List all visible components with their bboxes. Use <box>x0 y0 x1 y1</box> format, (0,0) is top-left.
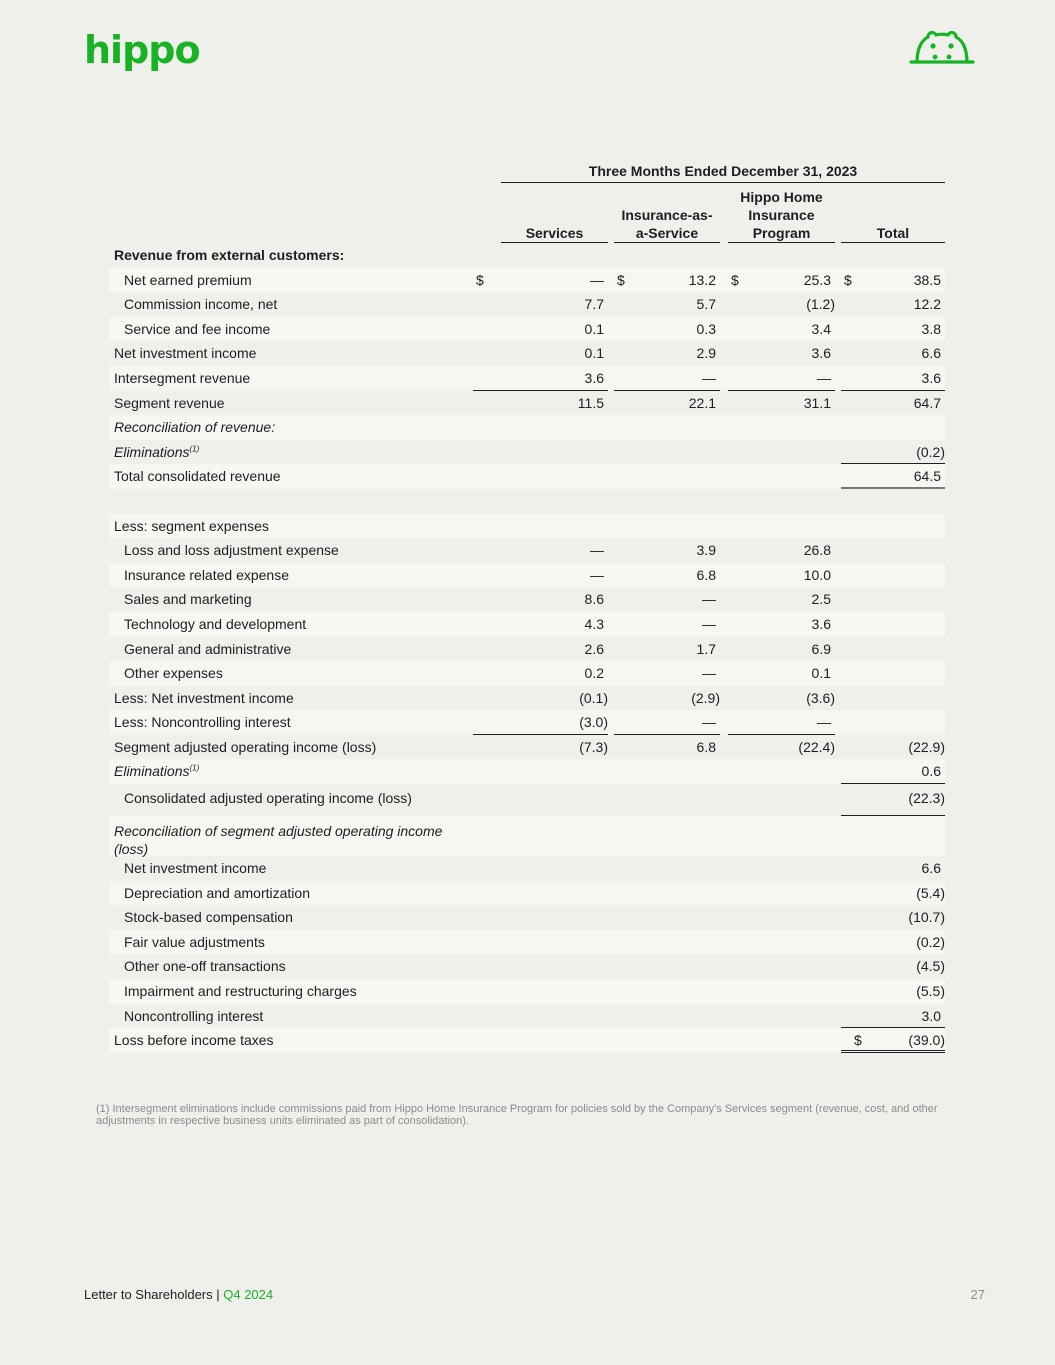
currency-symbol: $ <box>854 1032 862 1049</box>
cell-value: (5.5) <box>916 983 945 1000</box>
row-label: Less: Noncontrolling interest <box>114 714 291 731</box>
table-row <box>109 341 945 366</box>
cell-value: 3.0 <box>921 1007 941 1024</box>
hippo-logo: hippo <box>84 28 200 72</box>
table-cell <box>841 563 945 588</box>
table-cell <box>841 415 945 440</box>
table-cell <box>841 317 945 342</box>
table-cell <box>728 489 835 514</box>
cell-value: 3.4 <box>811 320 831 337</box>
row-label: Net investment income <box>124 860 267 877</box>
table-cell <box>614 587 720 612</box>
table-cell <box>841 856 945 881</box>
table-row <box>109 489 945 514</box>
table-row <box>109 710 945 735</box>
table-cell <box>473 415 608 440</box>
col-header-total: Total <box>841 188 945 243</box>
table-cell <box>473 243 608 268</box>
table-row <box>109 268 945 293</box>
cell-value: — <box>702 369 716 386</box>
cell-value: — <box>702 665 716 682</box>
row-label: Eliminations$^{(1)}$ <box>114 443 200 460</box>
table-row <box>109 1028 945 1053</box>
table-cell <box>841 538 945 563</box>
table-cell <box>473 881 608 906</box>
footnote-marker: (1) <box>189 444 200 454</box>
cell-value: — <box>702 714 716 731</box>
table-cell <box>614 759 720 784</box>
table-cell <box>728 317 835 342</box>
cell-value: 5.7 <box>696 296 716 313</box>
table-cell <box>728 816 835 856</box>
table-cell <box>728 612 835 637</box>
cell-value: 0.3 <box>696 320 716 337</box>
row-label: Insurance related expense <box>124 566 289 583</box>
table-cell <box>614 735 720 760</box>
table-cell <box>841 905 945 930</box>
table-row <box>109 816 945 856</box>
table-cell <box>728 440 835 465</box>
table-cell <box>841 292 945 317</box>
table-cell <box>614 1004 720 1029</box>
table-row <box>109 391 945 416</box>
table-cell <box>841 489 945 514</box>
table-cell <box>473 661 608 686</box>
table-cell <box>728 292 835 317</box>
table-cell <box>614 317 720 342</box>
row-label: Depreciation and amortization <box>124 884 310 901</box>
cell-value: 2.9 <box>696 345 716 362</box>
table-cell <box>614 489 720 514</box>
row-label: Fair value adjustments <box>124 933 265 950</box>
table-cell <box>841 1004 945 1029</box>
table-cell <box>728 341 835 366</box>
table-cell <box>841 440 945 465</box>
table-cell <box>473 816 608 856</box>
table-cell <box>841 710 945 735</box>
table-cell <box>728 366 835 391</box>
table-cell <box>841 391 945 416</box>
table-cell <box>728 514 835 539</box>
table-cell <box>614 243 720 268</box>
table-cell <box>473 735 608 760</box>
row-label: Loss before income taxes <box>114 1032 274 1049</box>
table-cell <box>614 440 720 465</box>
table-cell <box>841 979 945 1004</box>
cell-value: (2.9) <box>691 689 720 706</box>
table-cell <box>728 979 835 1004</box>
table-row <box>109 979 945 1004</box>
table-cell <box>614 514 720 539</box>
table-cell <box>473 292 608 317</box>
table-cell <box>841 930 945 955</box>
table-cell <box>728 637 835 662</box>
cell-value: 13.2 <box>688 271 716 288</box>
cell-value: — <box>702 591 716 608</box>
cell-value: (0.1) <box>579 689 608 706</box>
table-row <box>109 464 945 489</box>
table-cell <box>473 930 608 955</box>
table-cell <box>841 243 945 268</box>
table-cell <box>473 856 608 881</box>
row-label: Technology and development <box>124 615 307 632</box>
cell-value: 25.3 <box>803 271 831 288</box>
table-cell <box>473 1028 608 1053</box>
table-cell <box>473 612 608 637</box>
row-label: Other expenses <box>124 665 223 682</box>
table-cell <box>728 464 835 489</box>
cell-value: 0.1 <box>584 320 604 337</box>
table-row <box>109 243 945 268</box>
table-cell <box>473 759 608 784</box>
table-cell <box>728 686 835 711</box>
cell-value: 6.8 <box>696 738 716 755</box>
row-label: Segment adjusted operating income (loss) <box>114 738 377 755</box>
hippo-face-icon <box>908 28 976 66</box>
cell-value: 6.6 <box>921 860 941 877</box>
table-cell <box>728 391 835 416</box>
row-label: Reconciliation of revenue: <box>114 419 276 436</box>
cell-value: 0.6 <box>921 763 941 780</box>
table-cell <box>614 816 720 856</box>
table-cell <box>841 587 945 612</box>
table-cell <box>728 784 835 816</box>
table-cell <box>614 268 720 293</box>
col-header-hhip: Hippo Home Insurance Program <box>728 188 835 243</box>
cell-value: — <box>590 566 604 583</box>
table-cell <box>728 856 835 881</box>
table-row <box>109 317 945 342</box>
table-cell <box>614 341 720 366</box>
table-cell <box>614 856 720 881</box>
table-cell <box>728 759 835 784</box>
cell-value: (22.9) <box>908 738 945 755</box>
table-row <box>109 366 945 391</box>
table-cell <box>728 243 835 268</box>
cell-value: 26.8 <box>803 542 831 559</box>
cell-value: (0.2) <box>916 933 945 950</box>
table-row <box>109 637 945 662</box>
table-cell <box>614 881 720 906</box>
table-row <box>109 587 945 612</box>
table-cell <box>614 1028 720 1053</box>
table-row <box>109 881 945 906</box>
table-row <box>109 612 945 637</box>
cell-value: 31.1 <box>803 394 831 411</box>
table-row <box>109 440 945 465</box>
table-cell <box>841 612 945 637</box>
footnote-marker: (1) <box>189 763 200 773</box>
row-label: Less: segment expenses <box>114 517 269 534</box>
table-cell <box>614 415 720 440</box>
row-label: Sales and marketing <box>124 591 252 608</box>
table-cell <box>841 637 945 662</box>
footer-doc-title: Letter to Shareholders | Q4 2024 <box>84 1287 274 1302</box>
currency-symbol: $ <box>731 271 739 288</box>
cell-value: 7.7 <box>584 296 604 313</box>
currency-symbol: $ <box>844 271 852 288</box>
table-row <box>109 415 945 440</box>
table-cell <box>473 391 608 416</box>
cell-value: (22.4) <box>798 738 835 755</box>
currency-symbol: $ <box>617 271 625 288</box>
table-cell <box>841 464 945 489</box>
cell-value: (22.3) <box>908 790 945 807</box>
table-cell <box>728 905 835 930</box>
table-cell <box>614 686 720 711</box>
row-label: Loss and loss adjustment expense <box>124 542 339 559</box>
table-row <box>109 784 945 816</box>
cell-value: (39.0) <box>908 1032 945 1049</box>
cell-value: 12.2 <box>913 296 941 313</box>
row-label: Less: Net investment income <box>114 689 294 706</box>
cell-value: 8.6 <box>584 591 604 608</box>
table-cell <box>473 905 608 930</box>
table-cell <box>841 341 945 366</box>
row-label: Segment revenue <box>114 394 225 411</box>
table-cell <box>614 464 720 489</box>
table-row <box>109 759 945 784</box>
cell-value: 3.6 <box>811 345 831 362</box>
table-cell <box>614 954 720 979</box>
table-cell <box>728 954 835 979</box>
table-cell <box>841 1028 945 1053</box>
page-number: 27 <box>970 1287 985 1302</box>
cell-value: (10.7) <box>908 909 945 926</box>
table-cell <box>841 686 945 711</box>
table-cell <box>841 816 945 856</box>
row-label: Total consolidated revenue <box>114 468 281 485</box>
table-cell <box>473 464 608 489</box>
table-cell <box>614 563 720 588</box>
row-label: Service and fee income <box>124 320 271 337</box>
cell-value: 3.8 <box>921 320 941 337</box>
cell-value: 3.9 <box>696 542 716 559</box>
row-label: Revenue from external customers: <box>114 247 345 263</box>
table-row <box>109 292 945 317</box>
table-cell <box>614 292 720 317</box>
table-row <box>109 856 945 881</box>
table-row <box>109 538 945 563</box>
table-cell <box>728 1028 835 1053</box>
table-row <box>109 686 945 711</box>
cell-value: (4.5) <box>916 958 945 975</box>
table-cell <box>614 710 720 735</box>
table-cell <box>841 661 945 686</box>
table-cell <box>614 784 720 816</box>
table-cell <box>473 587 608 612</box>
cell-value: 3.6 <box>921 369 941 386</box>
table-cell <box>614 538 720 563</box>
table-row <box>109 1004 945 1029</box>
row-label: Net earned premium <box>124 271 252 288</box>
col-header-iaas: Insurance-as- a-Service <box>614 188 720 243</box>
table-cell <box>614 637 720 662</box>
table-cell <box>728 881 835 906</box>
table-cell <box>728 415 835 440</box>
cell-value: 10.0 <box>803 566 831 583</box>
table-row <box>109 735 945 760</box>
cell-value: 64.5 <box>913 468 941 485</box>
table-cell <box>473 317 608 342</box>
cell-value: 3.6 <box>584 369 604 386</box>
row-label: Other one-off transactions <box>124 958 286 975</box>
cell-value: 6.6 <box>921 345 941 362</box>
cell-value: — <box>590 542 604 559</box>
row-label: Stock-based compensation <box>124 909 293 926</box>
table-cell <box>728 538 835 563</box>
table-cell <box>473 563 608 588</box>
cell-value: 38.5 <box>913 271 941 288</box>
table-cell <box>473 686 608 711</box>
cell-value: (0.2) <box>916 443 945 460</box>
table-cell <box>473 1004 608 1029</box>
table-cell <box>473 341 608 366</box>
cell-value: — <box>590 271 604 288</box>
table-row <box>109 954 945 979</box>
table-cell <box>473 268 608 293</box>
currency-symbol: $ <box>476 271 484 288</box>
table-cell <box>614 905 720 930</box>
table-cell <box>841 735 945 760</box>
cell-value: 11.5 <box>577 394 604 411</box>
cell-value: 22.1 <box>688 394 716 411</box>
cell-value: — <box>817 369 831 386</box>
table-cell <box>728 735 835 760</box>
footnote: (1) Intersegment eliminations include commissions paid from Hippo Home Insurance Program for policies sold by the Company's Services segment (revenue, cost, and other adjustments in respective business units eliminated as part of consolidation). <box>96 1103 938 1127</box>
table-cell <box>841 366 945 391</box>
cell-value: 2.5 <box>811 591 831 608</box>
table-cell <box>614 612 720 637</box>
cell-value: 4.3 <box>584 615 604 632</box>
cell-value: 6.9 <box>811 640 831 657</box>
table-row <box>109 930 945 955</box>
row-label: Commission income, net <box>124 296 278 313</box>
table-cell <box>473 366 608 391</box>
cell-value: — <box>702 615 716 632</box>
table-cell <box>841 784 945 816</box>
table-cell <box>841 514 945 539</box>
col-header-services: Services <box>501 188 608 243</box>
cell-value: 0.1 <box>584 345 604 362</box>
table-cell <box>728 587 835 612</box>
row-label: Impairment and restructuring charges <box>124 983 357 1000</box>
cell-value: 1.7 <box>696 640 716 657</box>
table-cell <box>728 268 835 293</box>
table-cell <box>728 563 835 588</box>
table-cell <box>473 637 608 662</box>
table-cell <box>841 954 945 979</box>
table-cell <box>728 1004 835 1029</box>
cell-value: 0.1 <box>811 665 831 682</box>
cell-value: (1.2) <box>806 296 835 313</box>
table-cell <box>841 759 945 784</box>
row-label: Reconciliation of segment adjusted operating income (loss) <box>114 823 443 858</box>
table-cell <box>841 268 945 293</box>
row-label: Net investment income <box>114 345 257 362</box>
table-cell <box>473 979 608 1004</box>
cell-value: (5.4) <box>916 884 945 901</box>
row-label: Noncontrolling interest <box>124 1007 264 1024</box>
table-cell <box>614 930 720 955</box>
table-cell <box>614 661 720 686</box>
table-cell <box>473 784 608 816</box>
cell-value: 6.8 <box>696 566 716 583</box>
table-cell <box>473 710 608 735</box>
segment-financial-table <box>109 160 945 1053</box>
table-cell <box>841 881 945 906</box>
cell-value: 64.7 <box>913 394 941 411</box>
table-cell <box>473 440 608 465</box>
table-cell <box>614 391 720 416</box>
cell-value: (3.6) <box>806 689 835 706</box>
table-row <box>109 661 945 686</box>
cell-value: (3.0) <box>579 714 608 731</box>
table-cell <box>473 489 608 514</box>
table-period-header: Three Months Ended December 31, 2023 <box>501 160 945 183</box>
table-cell <box>473 538 608 563</box>
table-cell <box>473 514 608 539</box>
table-row <box>109 563 945 588</box>
cell-value: 2.6 <box>584 640 604 657</box>
row-label: General and administrative <box>124 640 292 657</box>
row-label: Consolidated adjusted operating income (loss) <box>124 790 412 807</box>
table-row <box>109 905 945 930</box>
table-cell <box>728 661 835 686</box>
table-cell <box>728 930 835 955</box>
row-label: Intersegment revenue <box>114 369 251 386</box>
row-label: Eliminations$^{(1)}$ <box>114 763 200 780</box>
table-cell <box>728 710 835 735</box>
cell-value: (7.3) <box>579 738 608 755</box>
table-cell <box>614 979 720 1004</box>
table-cell <box>473 954 608 979</box>
cell-value: 3.6 <box>811 615 831 632</box>
cell-value: 0.2 <box>584 665 604 682</box>
table-cell <box>614 366 720 391</box>
cell-value: — <box>817 714 831 731</box>
table-row <box>109 514 945 539</box>
